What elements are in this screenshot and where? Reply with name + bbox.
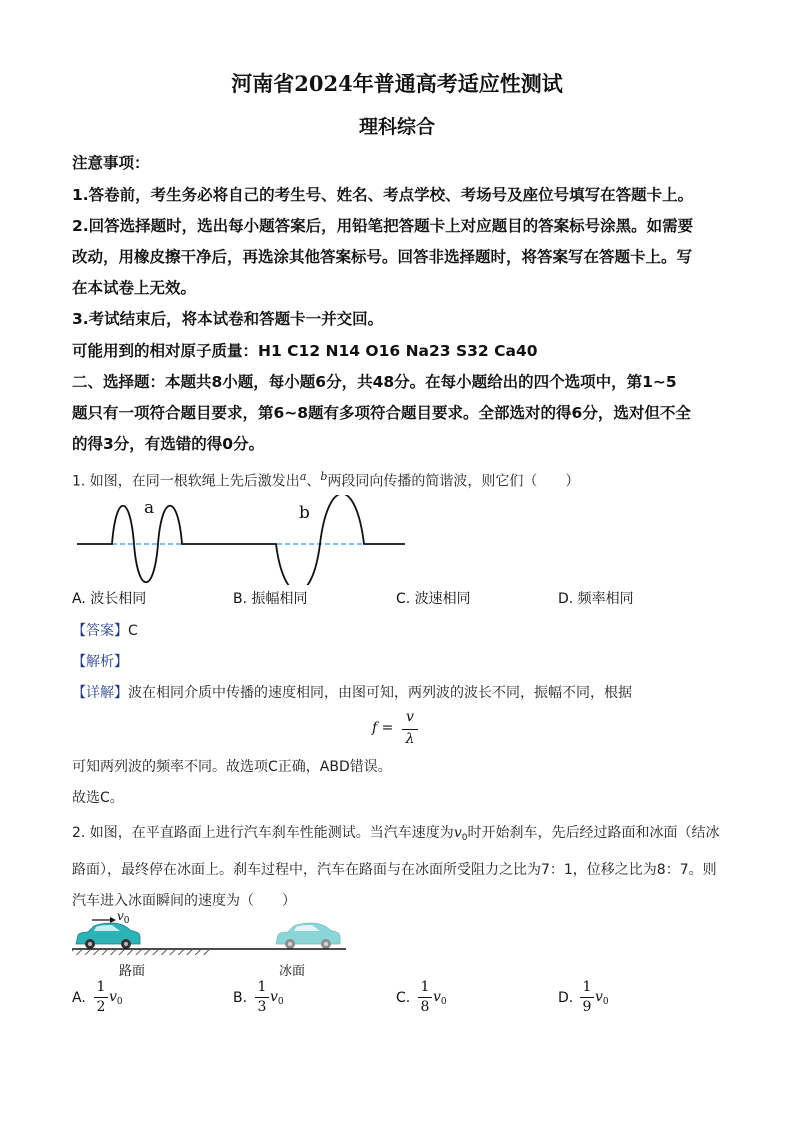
q2-line1-prefix: 2. 如图，在平直路面上进行汽车刹车性能测试。当汽车速度为 (72, 825, 454, 841)
car-on-road (76, 923, 140, 949)
q1-var-b: b (320, 470, 328, 483)
wave-a-label: a (144, 498, 155, 518)
q1-detail (72, 682, 632, 702)
q1-option-c: C. 波速相同 (396, 591, 471, 607)
notes-heading: 注意事项： (72, 154, 150, 172)
q1-option-a: A. 波长相同 (72, 591, 147, 607)
wave-b-label: b (299, 503, 310, 523)
car-on-ice (276, 923, 340, 949)
atomic-masses: 可能用到的相对原子质量：H1 C12 N14 O16 Na23 S32 Ca40 (72, 342, 538, 360)
formula-den: λ (405, 731, 415, 747)
detail-text: 波在相同介质中传播的速度相同，由图可知，两列波的波长不同，振幅不同，根据 (128, 685, 632, 701)
velocity-arrowhead (110, 917, 116, 923)
q1-conclusion: 可知两列波的频率不同。故选项C正确，ABD错误。 (72, 759, 392, 775)
notes-item-2: 2.回答选择题时，选出每小题答案后，用铅笔把答题卡上对应题目的答案标号涂黑。如需要 (72, 217, 694, 235)
q2-line1-suffix: 时开始刹车，先后经过路面和冰面（结冰 (467, 825, 720, 841)
figure-v0-label: $v_0$ (117, 909, 130, 926)
answer-value: C (128, 623, 138, 639)
section-heading-3: 的得3分，有选错的得0分。 (72, 435, 265, 453)
q2-option-b-var: $v_0$ (270, 989, 284, 1007)
q2-v0-sub: 0 (461, 833, 468, 843)
wave-figure (72, 495, 412, 585)
q2-line-3: 汽车进入冰面瞬间的速度为（ ） (72, 893, 296, 909)
ice-label: 冰面 (279, 964, 306, 979)
q2-option-a-den: 2 (96, 999, 106, 1015)
q1-sep: 、 (306, 473, 321, 490)
q2-option-a-bar (94, 997, 108, 998)
notes-item-2-end: 在本试卷上无效。 (72, 279, 197, 297)
q1-option-d: D. 频率相同 (558, 591, 634, 607)
q2-line-1 (72, 822, 719, 843)
notes-item-2-cont: 改动，用橡皮擦干净后，再选涂其他答案标号。回答非选择题时，将答案写在答题卡上。写 (72, 248, 693, 266)
q2-option-a-letter: A. (72, 990, 86, 1006)
q1-stem-prefix: 1. 如图，在同一根软绳上先后激发出 (72, 473, 300, 490)
exam-title: 河南省2024年普通高考适应性测试 (231, 71, 563, 96)
q2-line-2: 路面），最终停在冰面上。刹车过程中，汽车在路面与在冰面所受阻力之比为7：1，位移之比为8：7。则 (72, 862, 717, 878)
q2-option-d-num: 1 (582, 979, 592, 995)
q1-stem (72, 470, 579, 491)
q2-option-b-letter: B. (233, 990, 248, 1006)
notes-item-3: 3.考试结束后，将本试卷和答题卡一并交回。 (72, 310, 384, 328)
section-heading-1: 二、选择题：本题共8小题，每小题6分，共48分。在每小题给出的四个选项中，第1~5 (72, 373, 677, 391)
road-hatch (72, 950, 212, 955)
notes-item-1: 1.答卷前，考生务必将自己的考生号、姓名、考点学校、考场号及座位号填写在答题卡上。 (72, 186, 694, 204)
analysis-tag: 【解析】 (72, 654, 128, 670)
detail-tag: 【详解】 (72, 685, 128, 701)
q2-option-c-var: $v_0$ (433, 989, 447, 1007)
q2-option-a-num: 1 (96, 979, 106, 995)
q1-option-b: B. 振幅相同 (233, 591, 308, 607)
q1-analysis-tag (72, 651, 128, 671)
q2-option-c-num: 1 (420, 979, 430, 995)
formula-num: v (406, 709, 414, 725)
formula-lhs: f = (372, 720, 394, 736)
q1-answer (72, 620, 138, 640)
q2-option-c-den: 8 (420, 999, 430, 1015)
road-label: 路面 (119, 964, 146, 979)
answer-tag: 【答案】 (72, 623, 128, 639)
q2-option-b-den: 3 (257, 999, 267, 1015)
car-figure (70, 910, 350, 960)
q1-final: 故选C。 (72, 790, 124, 806)
q2-option-b-num: 1 (257, 979, 267, 995)
q2-option-c-bar (418, 997, 432, 998)
q2-option-a-var: $v_0$ (109, 989, 123, 1007)
exam-subtitle: 理科综合 (358, 116, 435, 138)
wave-rope (77, 495, 405, 585)
q2-v0: v (453, 825, 462, 841)
q1-var-a: a (299, 470, 307, 483)
q2-option-d-den: 9 (582, 999, 592, 1015)
section-heading-2: 题只有一项符合题目要求，第6~8题有多项符合题目要求。全部选对的得6分，选对但不全 (72, 404, 691, 422)
q2-option-d-var: $v_0$ (595, 989, 609, 1007)
formula-bar (402, 729, 418, 730)
q2-option-c-letter: C. (396, 990, 411, 1006)
q2-option-d-letter: D. (558, 990, 574, 1006)
q2-option-b-bar (255, 997, 269, 998)
q1-stem-suffix: 两段同向传播的简谐波，则它们（ ） (327, 473, 580, 490)
q2-option-d-bar (580, 997, 594, 998)
